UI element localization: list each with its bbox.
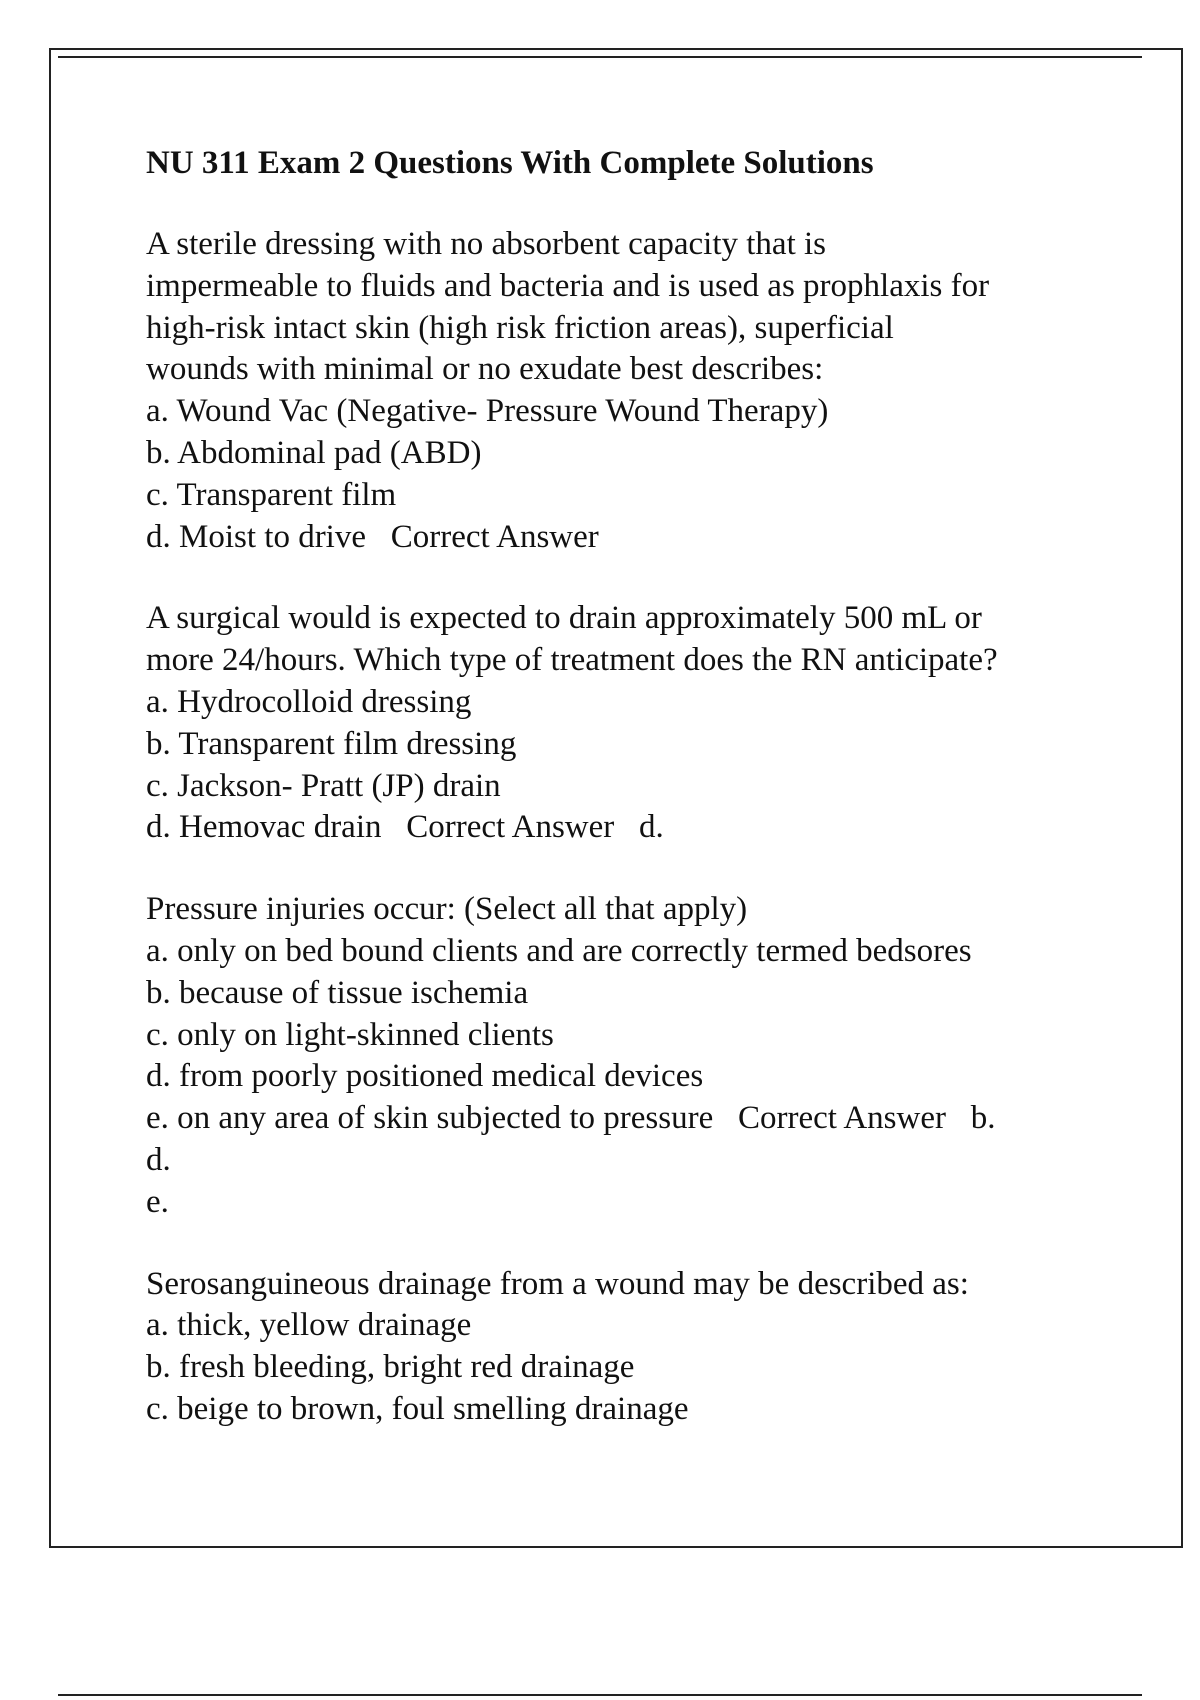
question-1-option-c: c. Transparent film [146, 476, 397, 513]
question-3-answer-d: d. [146, 1141, 171, 1178]
question-2-stem-line-1: A surgical would is expected to drain approximately 500 mL or [146, 600, 982, 637]
question-2-option-b: b. Transparent film dressing [146, 725, 517, 762]
question-2-option-c: c. Jackson- Pratt (JP) drain [146, 767, 501, 804]
document-body [146, 142, 1106, 1471]
question-1-stem-line-4: wounds with minimal or no exudate best describes: [146, 351, 824, 388]
question-2-option-a: a. Hydrocolloid dressing [146, 683, 472, 720]
question-3-option-e: e. on any area of skin subjected to pressure Correct Answer b. [146, 1100, 996, 1137]
question-4-option-c: c. beige to brown, foul smelling drainage [146, 1390, 689, 1427]
question-4 [146, 1264, 1106, 1431]
question-3-answer-e: e. [146, 1183, 169, 1220]
bottom-rule [58, 1694, 1142, 1696]
question-2-option-d: d. Hemovac drain Correct Answer d. [146, 809, 664, 846]
question-1 [146, 224, 1106, 558]
question-3 [146, 889, 1106, 1223]
question-2-stem-line-2: more 24/hours. Which type of treatment does the RN anticipate? [146, 642, 998, 679]
question-1-option-d: d. Moist to drive Correct Answer [146, 518, 599, 555]
question-4-option-b: b. fresh bleeding, bright red drainage [146, 1349, 635, 1386]
question-2 [146, 598, 1106, 849]
document-title: NU 311 Exam 2 Questions With Complete Solutions [146, 145, 874, 181]
question-1-stem-line-3: high-risk intact skin (high risk friction areas), superficial [146, 309, 894, 346]
question-3-option-a: a. only on bed bound clients and are correctly termed bedsores [146, 932, 972, 969]
question-3-option-c: c. only on light-skinned clients [146, 1016, 554, 1053]
question-1-stem-line-2: impermeable to fluids and bacteria and is used as prophlaxis for [146, 267, 990, 304]
question-4-option-a: a. thick, yellow drainage [146, 1307, 472, 1344]
question-1-option-a: a. Wound Vac (Negative- Pressure Wound Therapy) [146, 393, 829, 430]
question-1-option-b: b. Abdominal pad (ABD) [146, 434, 482, 471]
question-3-option-d: d. from poorly positioned medical devices [146, 1058, 704, 1095]
question-4-stem: Serosanguineous drainage from a wound may be described as: [146, 1265, 969, 1302]
question-3-stem: Pressure injuries occur: (Select all that apply) [146, 891, 748, 928]
question-3-option-b: b. because of tissue ischemia [146, 974, 529, 1011]
question-1-stem-line-1: A sterile dressing with no absorbent capacity that is [146, 226, 827, 262]
